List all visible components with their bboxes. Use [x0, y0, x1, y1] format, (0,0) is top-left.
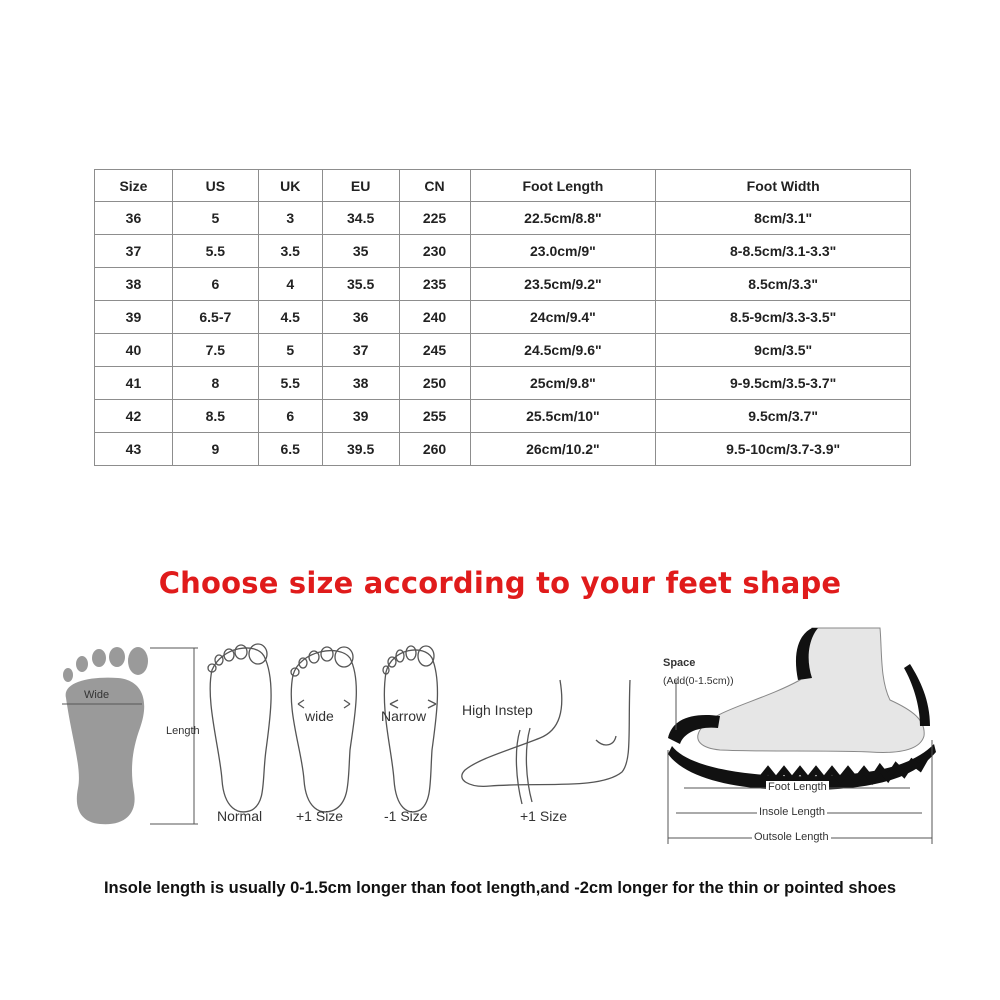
cell-foot-length: 26cm/10.2" [470, 433, 656, 466]
cell-cn: 240 [399, 301, 470, 334]
cell-foot-width: 9.5-10cm/3.7-3.9" [656, 433, 911, 466]
narrow-foot-icon [383, 646, 437, 812]
cell-cn: 235 [399, 268, 470, 301]
cell-eu: 34.5 [322, 202, 399, 235]
cell-us: 7.5 [172, 334, 258, 367]
table-row [95, 235, 911, 268]
table-row [95, 334, 911, 367]
high-instep-label: High Instep [462, 702, 533, 718]
table-row [95, 433, 911, 466]
cell-us: 9 [172, 433, 258, 466]
shoe-cross-section-icon [668, 628, 936, 790]
cell-cn: 225 [399, 202, 470, 235]
cell-size: 41 [95, 367, 173, 400]
size-chart-table [94, 169, 911, 466]
cell-foot-length: 24.5cm/9.6" [470, 334, 656, 367]
space-sub-label: (Add(0-1.5cm)) [663, 675, 734, 687]
cell-size: 39 [95, 301, 173, 334]
footprint-icon [63, 647, 148, 824]
cell-cn: 260 [399, 433, 470, 466]
wide-size-label: +1 Size [296, 808, 344, 824]
cell-foot-width: 9cm/3.5" [656, 334, 911, 367]
cell-uk: 3.5 [258, 235, 322, 268]
narrow-foot-label: Narrow [381, 708, 427, 724]
foot-length-label: Foot Length [768, 781, 827, 793]
foot-shape-illustrations [0, 620, 1000, 860]
table-row [95, 400, 911, 433]
cell-size: 38 [95, 268, 173, 301]
space-label: Space [663, 657, 696, 669]
insole-length-label: Insole Length [759, 806, 826, 818]
table-row [95, 202, 911, 235]
cell-foot-length: 23.0cm/9" [470, 235, 656, 268]
header-size: Size [95, 170, 173, 202]
cell-size: 37 [95, 235, 173, 268]
cell-uk: 3 [258, 202, 322, 235]
cell-us: 8 [172, 367, 258, 400]
wide-label: Wide [84, 689, 110, 701]
high-instep-size-label: +1 Size [520, 808, 568, 824]
cell-cn: 230 [399, 235, 470, 268]
cell-eu: 39.5 [322, 433, 399, 466]
cell-eu: 35.5 [322, 268, 399, 301]
header-foot-width: Foot Width [656, 170, 911, 202]
table-row [95, 367, 911, 400]
length-label: Length [166, 725, 200, 737]
normal-label: Normal [217, 808, 263, 824]
cell-uk: 6 [258, 400, 322, 433]
header-eu: EU [322, 170, 399, 202]
cell-uk: 5 [258, 334, 322, 367]
cell-us: 8.5 [172, 400, 258, 433]
cell-eu: 36 [322, 301, 399, 334]
header-foot-length: Foot Length [470, 170, 656, 202]
cell-eu: 38 [322, 367, 399, 400]
table-row [95, 268, 911, 301]
outsole-length-label: Outsole Length [754, 831, 829, 843]
cell-foot-width: 8.5cm/3.3" [656, 268, 911, 301]
cell-foot-length: 23.5cm/9.2" [470, 268, 656, 301]
cell-us: 5.5 [172, 235, 258, 268]
header-cn: CN [399, 170, 470, 202]
insole-note: Insole length is usually 0-1.5cm longer than foot length,and -2cm longer for the thin or pointed shoes [103, 879, 897, 897]
cell-foot-width: 8cm/3.1" [656, 202, 911, 235]
cell-uk: 5.5 [258, 367, 322, 400]
cell-size: 36 [95, 202, 173, 235]
cell-cn: 250 [399, 367, 470, 400]
cell-us: 6.5-7 [172, 301, 258, 334]
cell-foot-width: 9.5cm/3.7" [656, 400, 911, 433]
cell-size: 40 [95, 334, 173, 367]
wide-foot-label: wide [305, 708, 334, 724]
cell-uk: 4.5 [258, 301, 322, 334]
wide-foot-icon [291, 647, 356, 812]
header-uk: UK [258, 170, 322, 202]
narrow-size-label: -1 Size [384, 808, 428, 824]
cell-cn: 255 [399, 400, 470, 433]
foot-shape-diagram [0, 620, 1000, 860]
cell-foot-width: 8.5-9cm/3.3-3.5" [656, 301, 911, 334]
high-instep-foot-icon [462, 680, 630, 804]
cell-us: 6 [172, 268, 258, 301]
cell-eu: 37 [322, 334, 399, 367]
cell-foot-length: 22.5cm/8.8" [470, 202, 656, 235]
header-us: US [172, 170, 258, 202]
cell-foot-width: 8-8.5cm/3.1-3.3" [656, 235, 911, 268]
table-row [95, 301, 911, 334]
cell-cn: 245 [399, 334, 470, 367]
headline: Choose size according to your feet shape [158, 566, 842, 600]
table-header-row [95, 170, 911, 202]
cell-foot-length: 24cm/9.4" [470, 301, 656, 334]
normal-foot-icon [208, 644, 271, 812]
cell-uk: 6.5 [258, 433, 322, 466]
cell-uk: 4 [258, 268, 322, 301]
cell-foot-length: 25cm/9.8" [470, 367, 656, 400]
cell-foot-length: 25.5cm/10" [470, 400, 656, 433]
cell-eu: 35 [322, 235, 399, 268]
cell-size: 42 [95, 400, 173, 433]
cell-eu: 39 [322, 400, 399, 433]
cell-foot-width: 9-9.5cm/3.5-3.7" [656, 367, 911, 400]
cell-size: 43 [95, 433, 173, 466]
cell-us: 5 [172, 202, 258, 235]
